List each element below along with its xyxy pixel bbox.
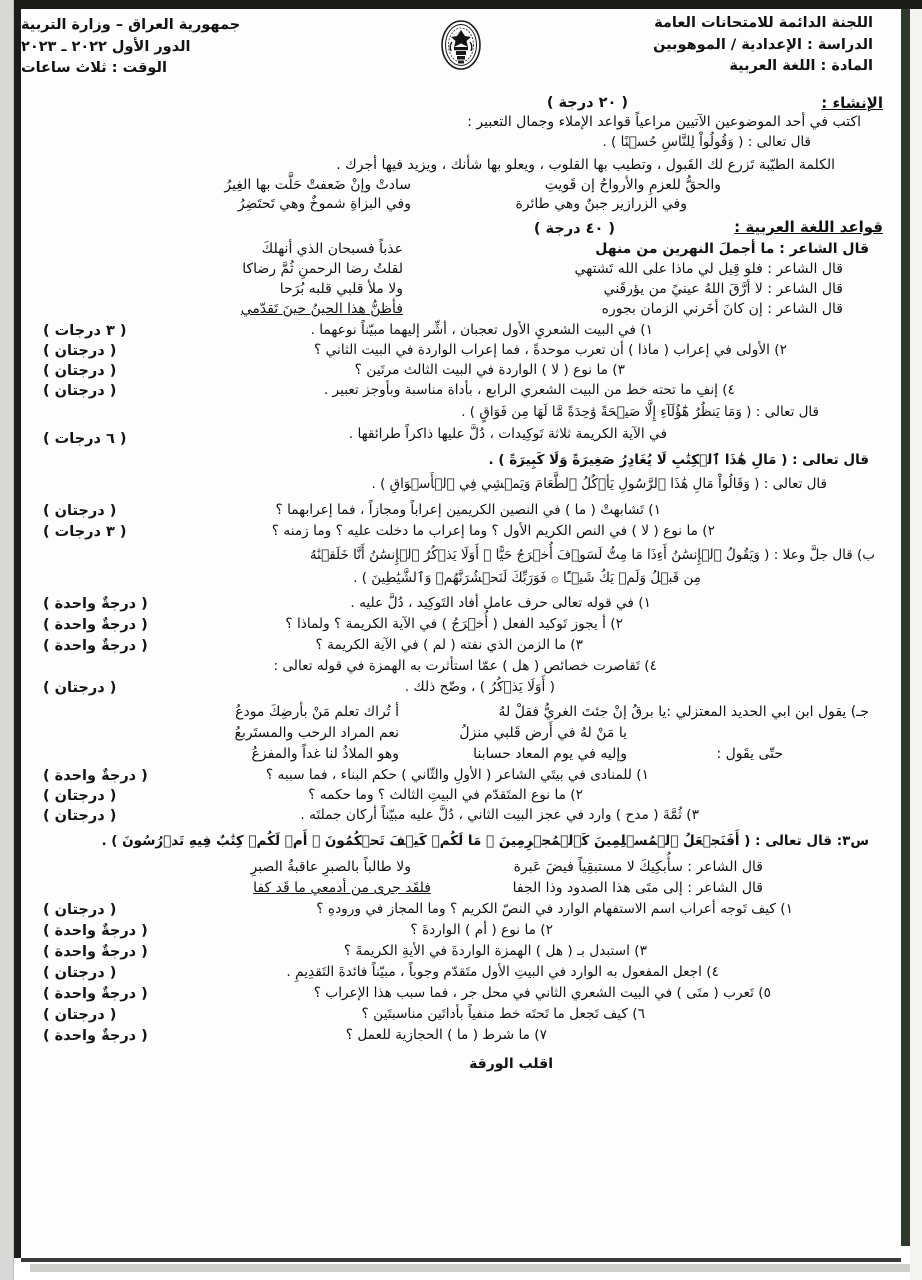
q2-a-sub1: ١) تَشابهتْ ( ما ) في النصين الكريمين إعراباً ومجازاً ، فما إعرابهما ؟: [275, 502, 661, 518]
q1-a-sub1-mark: ( ٣ درجات ): [43, 323, 127, 339]
q2-part-c-verse-1a: جـ) يقول ابن ابي الحديد المعتزلي :يا برقُ إنْ جئتَ الغريُّ فقلْ لهُ: [498, 704, 869, 720]
q2-c-sub1: ١) للمنادى في بيتَي الشاعر ( الأولِ والثّاني ) حكم البناء ، فما سببه ؟: [265, 767, 649, 783]
q2-part-b-verse-1: ب) قال جلَّ وعلا : ( وَيَقُولُ ٱلۡإِنسَٰنُ أَءِذَا مَا مِتُّ لَسَوۡفَ أُخۡرَجُ حَيًّا ۞ أَوَلَا يَذۡكُرُ ٱلۡإِنسَٰنُ أَنَّا خَلَقۡنَٰهُ: [309, 547, 875, 563]
q3-poem-1a: قال الشاعر : سأُبكِيكَ لا مستبقِياً فيضَ عَبرة: [513, 859, 763, 875]
q1-part-a-line-3b: ولا ملأ قلبي قلبه بُرَحا: [279, 281, 403, 297]
header-right-block: [543, 15, 873, 80]
q1-part-a-line-3: قال الشاعر : لا أرَّقَ اللهُ عينيً من يؤرقَني: [603, 281, 843, 297]
q3-sub2: ٢) ما نوع ( أم ) الواردةَ ؟: [410, 922, 553, 938]
q2-b-sub3: ٣) ما الزمن الذي نفته ( لم ) في الآية الكريمة ؟: [315, 637, 583, 653]
composition-section: [21, 95, 901, 215]
q3-sub3: ٣) استبدل بـ ( هل ) الهمزة الواردةَ في الأيةِ الكريمةَ ؟: [343, 943, 647, 959]
q2-part-c-continuation: حتّى يقَول :: [716, 746, 783, 762]
composition-item-2-verse-2b: وفي البزاةِ شموخٌ وهي تَحتَضِرُ: [237, 196, 411, 212]
q2-part-c-verse-3b: وهو الملاذُ لنا غداً والمفزعُ: [251, 746, 399, 762]
scan-right-edge: [901, 9, 910, 1246]
composition-grade: ( ٢٠ درجة ): [546, 95, 628, 111]
q3-sub5: ٥) تَعرب ( متَى ) في البيت الشعري الثاني في محل جر ، فما سبب هذا الإعراب ؟: [313, 985, 771, 1001]
q3-sub7: ٧) ما شرط ( ما ) الحجازية للعمل ؟: [345, 1027, 547, 1043]
q1-part-a-line-4: قال الشاعر : إن كانَ أخَرني الزمان بجوره: [601, 301, 843, 317]
composition-instruction: اكتب في أحد الموضوعين الآتيين مراعياً قواعد الإملاء وجمال التعبير :: [467, 114, 861, 130]
q1-part-a-line-2: قال الشاعر : فلو قِيل لي ماذا على الله تَشتهي: [574, 261, 843, 277]
q3-sub6: ٦) كيف تَجعل ما تَحتَه خط منفياً بأداتَين مناسبتَين ؟: [361, 1006, 645, 1022]
q2-part-c-verse-1b: أ تُراك تعلم مَنْ بأرضِكَ مودعُ: [235, 704, 399, 720]
composition-item-1: قال تعالى : ( وَقُولُواْ لِلنَّاسِ حُسۡنًا ) .: [602, 134, 811, 150]
q3-poem-1b: ولا طالباً بالصبرِ عاقبةُ الصبرِ: [250, 859, 411, 875]
header-republic-line: جمهورية العراق – وزارة التربية: [21, 17, 241, 33]
question-s3: [21, 834, 883, 1050]
header-duration-line: الوقت : ثلاث ساعات: [21, 60, 167, 77]
grammar-section: [21, 219, 901, 1082]
header-left-block: [21, 17, 361, 82]
q1-a-sub1: ١) في البيت الشعريِ الأول تعجبان ، أشِّر إليهما مبيّناً نوعهما .: [310, 322, 653, 338]
iraq-state-emblem-icon: [438, 17, 484, 73]
scan-bottom-edge: [21, 1258, 901, 1262]
q2-part-c-verse-2a: يا مَنْ لهُ في أَرض قَلبي منزلُ: [459, 725, 627, 741]
composition-title: الإنشاء :: [821, 94, 883, 112]
q2-part-a-verse-2: قال تعالى : ( وَقَالُواْ مَالِ هَٰذَا ٱلرَّسُولِ يَأۡكُلُ ٱلطَّعَامَ وَيَمۡشِي فِي ٱلۡأَسۡوَاقِ ) .: [371, 476, 827, 492]
q2-a-sub2-mark: ( ٣ درجات ): [43, 524, 127, 540]
q2-b-sub1-mark: ( درجةٌ واحدة ): [43, 596, 148, 612]
turn-page-note: اقلب الورقة: [469, 1056, 553, 1072]
q2-part-b-verse-2: مِن قَبۡلُ وَلَمۡ يَكُ شَيۡـًٔا ۞ فَوَرَبِّكَ لَنَحۡشُرَنَّهُمۡ وَٱلشَّيَٰطِينَ ) .: [353, 570, 701, 586]
exam-paper-body: [21, 9, 901, 1258]
q2-b-sub5: ( أَوَلَا يَذۡكُرُ ) ، وضّح ذلك .: [404, 679, 555, 695]
q1-a-sub4: ٤) إنفِ ما تحته خط من البيت الشعري الرابع ، بأداة مناسبة وبأوجز تعبير .: [323, 382, 735, 398]
q1-part-b-task: في الآية الكريمة ثلاثة تَوكِيدات ، دُلَّ عليها ذاكراً طرائقها .: [348, 426, 667, 442]
scan-left-margin: [0, 0, 14, 1280]
scan-left-edge: [14, 9, 21, 1258]
q2-part-c-verse-3a: وإليه في يوم المعاد حسابنا: [473, 746, 627, 762]
header-subject-line: المادة : اللغة العربية: [729, 58, 873, 75]
q2-c-sub3: ٣) ثُمَّةَ ( مدح ) وارد في عجز البيت الثاني ، دُلَّ عليه مبيّناً أركان جملتَه .: [300, 807, 699, 823]
q3-sub4: ٤) اجعل المفعول به الوارد في البيتِ الأول متَقدّم وجوباً ، مبيّناً فائدةَ التَقدِيمِ .: [286, 964, 719, 980]
q3-sub2-mark: ( درجةٌ واحدة ): [43, 923, 148, 939]
q2-c-sub2: ٢) ما نوع المتَقدّم في البيتِ الثالث ؟ وما حكمه ؟: [308, 787, 583, 803]
grammar-title: قواعد اللغة العربية :: [734, 218, 883, 236]
scan-bottom-shadow: [30, 1264, 910, 1272]
q1-part-a-line-4b: فأظنُّ هذا الحينُ حينَ تَقدّمي: [240, 301, 403, 317]
question-s1: [21, 241, 883, 451]
q3-poem-2a: قال الشاعر : إلى متَى هذا الصدود وذا الجفا: [512, 880, 763, 896]
q3-poem-2b: فلقَد جرى من أدمعي ما قَد كفا: [253, 880, 431, 896]
q2-c-sub2-mark: ( درجتان ): [43, 788, 117, 804]
composition-item-2-verse-1b: سادتْ وإنْ ضَعفتْ حَلَّت بها الغِيرُ: [224, 177, 411, 193]
q1-a-sub4-mark: ( درجتان ): [43, 383, 117, 399]
q2-a-sub2: ٢) ما نوع ( لا ) في النص الكريم الأول ؟ وما إعراب ما دخلت عليه ؟ وما زمنه ؟: [271, 523, 715, 539]
q1-part-a-line-1: قال الشاعر : ما أجملَ النهرين من منهل: [595, 241, 869, 257]
q3-sub6-mark: ( درجتان ): [43, 1007, 117, 1023]
grammar-grade: ( ٤٠ درجة ): [533, 221, 615, 237]
q1-a-sub3-mark: ( درجتان ): [43, 363, 117, 379]
q1-b-mark: ( ٦ درجات ): [43, 431, 127, 447]
page-header: [21, 15, 901, 95]
q1-a-sub3: ٣) ما نوع ( لا ) الواردة في البيت الثالث مرتَين ؟: [354, 362, 625, 378]
q1-part-b-verse: قال تعالى : ( وَمَا يَنظُرُ هَٰٓؤُلَآءِ إِلَّا صَيۡحَةً وَٰحِدَةً مَّا لَهَا مِن فَوَاقٍ ) .: [461, 404, 819, 420]
q2-b-sub2: ٢) أ يجوز تَوكيد الفعل ( أُخۡرَجُ ) في الآية الكريمة ؟ ولماذا ؟: [285, 616, 623, 632]
q2-a-sub1-mark: ( درجتان ): [43, 503, 117, 519]
q2-b-sub3-mark: ( درجةٌ واحدة ): [43, 638, 148, 654]
header-committee-line: اللجنة الدائمة للامتحانات العامة: [654, 15, 873, 31]
question-s2: [21, 453, 883, 832]
q2-b-sub1: ١) في قوله تعالى حرف عامل أفاد التَوكِيد ، دُلَّ عليه .: [350, 595, 651, 611]
q2-c-sub3-mark: ( درجتان ): [43, 808, 117, 824]
q3-sub1-mark: ( درجتان ): [43, 902, 117, 918]
q2-part-a-verse-1: قال تعالى : ( مَالِ هَٰذَا ٱلۡكِتَٰبِ لَا يُغَادِرُ صَغِيرَةً وَلَا كَبِيرَةً ) .: [488, 452, 869, 468]
composition-item-1-note: الكلمة الطيّبة تَزرع لك القَبول ، وتطيب بها القلوب ، ويعلو بها شأنك ، ويزيد فيها أجرك .: [336, 157, 835, 173]
q3-sub1: ١) كيف تَوجه أعراب اسم الاستفهام الوارد في النصّ الكريم ؟ وما المجاز في ورودهِ ؟: [316, 901, 793, 917]
q1-a-sub2-mark: ( درجتان ): [43, 343, 117, 359]
q2-b-sub4: ٤) تَقاصرت خصائص ( هل ) عمّا استأثرت به الهمزة في قوله تعالى :: [273, 658, 657, 674]
scan-top-edge: [14, 0, 922, 9]
q1-part-a-line-1b: عذباً فسبحان الذي أنهلكَ: [261, 241, 403, 257]
q2-part-c-verse-2b: نعم المراد الرحب والمستَربعُ: [234, 725, 399, 741]
composition-item-2-lead: والحقُّ للعزمِ والأرواحُ إن قَويتِ: [544, 177, 721, 193]
q3-sub7-mark: ( درجةٌ واحدة ): [43, 1028, 148, 1044]
q3-sub5-mark: ( درجةٌ واحدة ): [43, 986, 148, 1002]
q1-a-sub2: ٢) الأولى في إعراب ( ماذا ) أن تعرب موحدةً ، فما إعراب الواردة في البيت الثاني ؟: [314, 342, 787, 358]
q1-part-a-line-2b: لقلتُ رضا الرحمنِ ثُمَّ رضاكا: [242, 261, 403, 277]
q2-b-sub5-mark: ( درجتان ): [43, 680, 117, 696]
scan-right-margin: [910, 0, 922, 1280]
q3-sub4-mark: ( درجتان ): [43, 965, 117, 981]
q3-verse: س٣: قال تعالى : ( أَفَنَجۡعَلُ ٱلۡمُسۡلِمِينَ كَٱلۡمُجۡرِمِينَ ۞ مَا لَكُمۡ كَيۡفَ تَحۡكُمُونَ ۞ أَمۡ لَكُمۡ كِتَٰبٌ فِيهِ تَدۡرُسُونَ ) .: [101, 833, 869, 849]
q2-c-sub1-mark: ( درجةٌ واحدة ): [43, 768, 148, 784]
header-study-line: الدراسة : الإعدادية / الموهوبين: [653, 36, 873, 53]
q3-sub3-mark: ( درجةٌ واحدة ): [43, 944, 148, 960]
q2-b-sub2-mark: ( درجةٌ واحدة ): [43, 617, 148, 633]
composition-item-2-verse-2a: وفي الزرازير جبنٌ وهي طائرة: [515, 196, 687, 212]
header-session-line: الدور الأول ٢٠٢٢ ـ ٢٠٢٣: [21, 38, 191, 55]
